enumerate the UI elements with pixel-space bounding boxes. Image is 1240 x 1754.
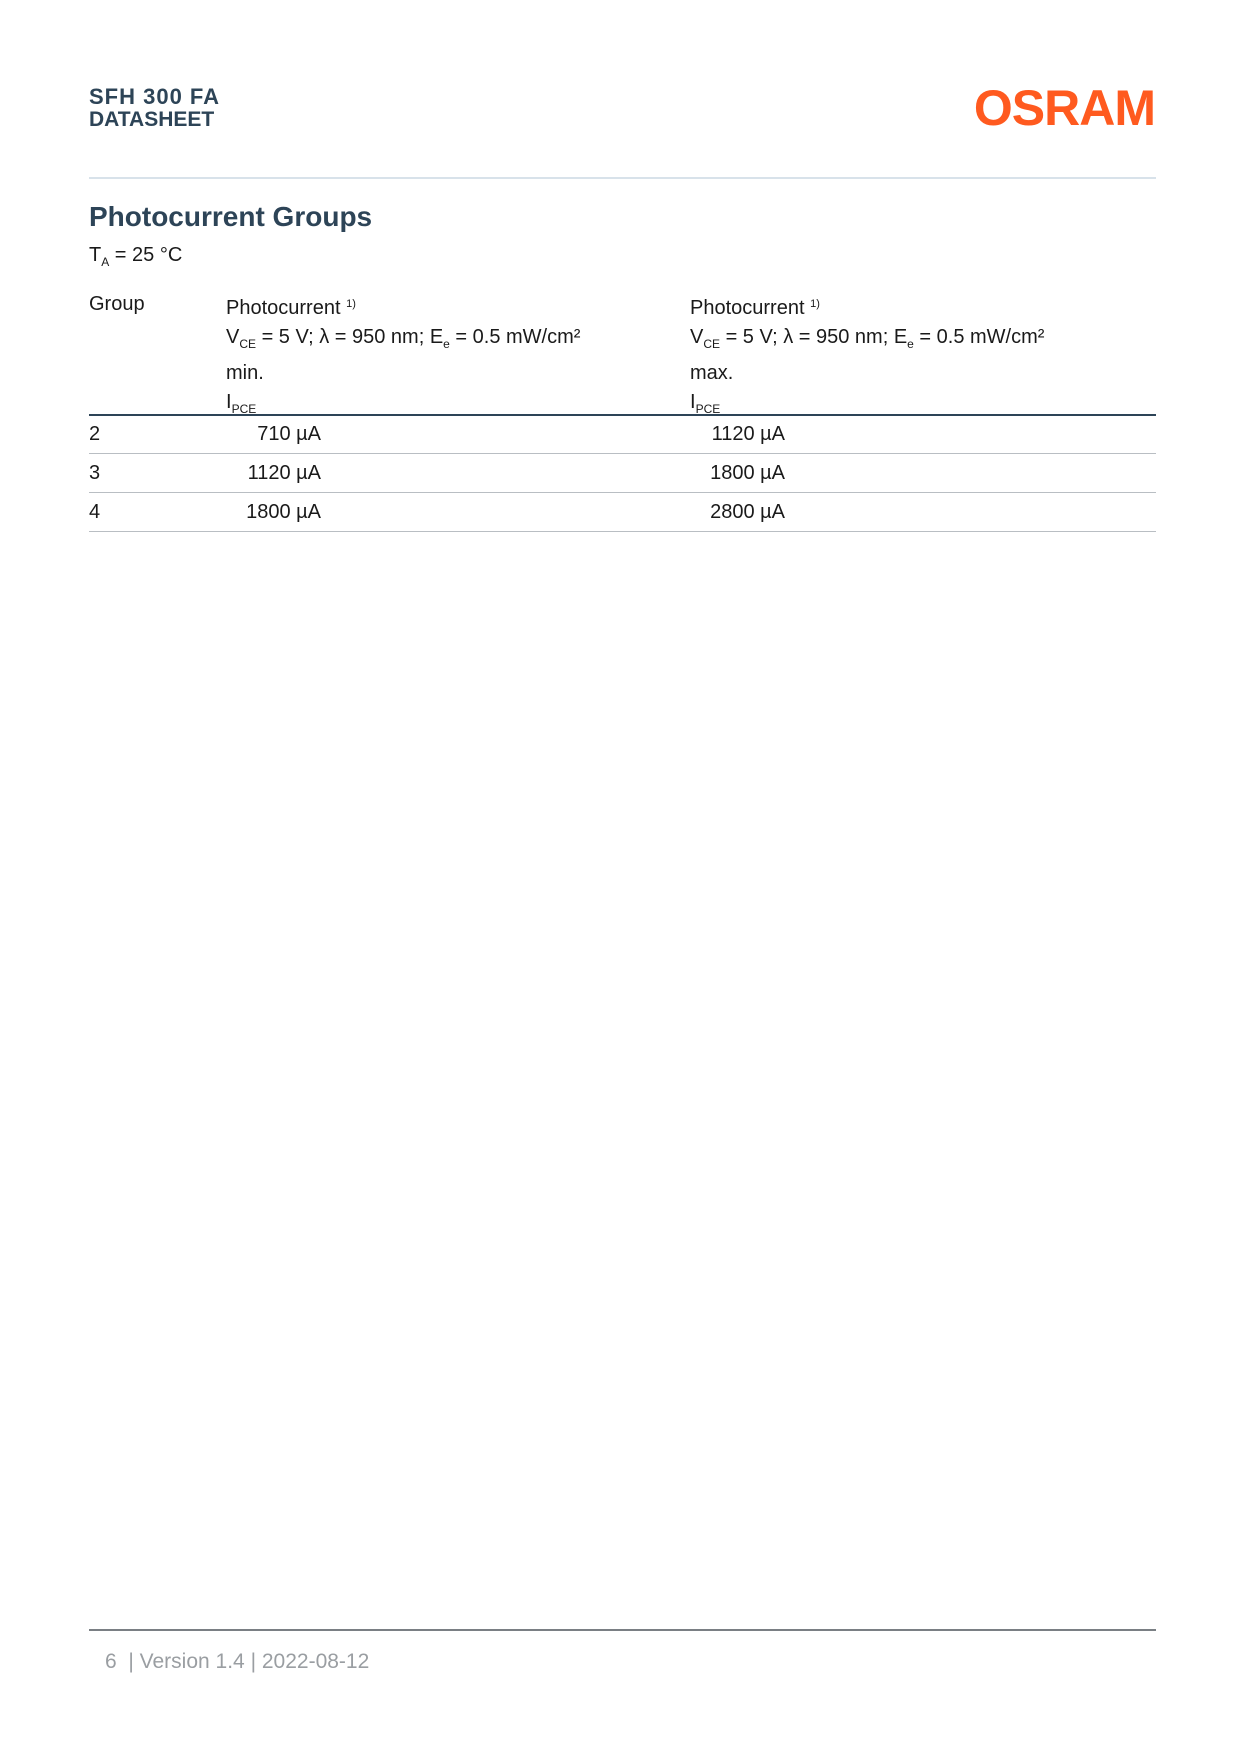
row-divider <box>89 492 1156 493</box>
condition-value: = 25 °C <box>109 244 183 266</box>
table-row-max: 1120 µA <box>711 423 785 445</box>
product-name: SFH 300 FA <box>89 84 221 109</box>
max-column-limit: max. <box>690 362 734 384</box>
version-label: Version 1.4 <box>139 1650 245 1673</box>
table-row-min: 1800 µA <box>246 501 321 523</box>
footer: 6 | Version 1.4 | 2022-08-12 <box>105 1650 370 1673</box>
max-column-title: Photocurrent $^{1)}$ <box>690 297 820 319</box>
condition-subscript: A <box>101 255 110 269</box>
footnote-ref: 1) <box>810 298 820 310</box>
footnote-ref: 1) <box>346 298 356 310</box>
table-row-min: 710 µA <box>257 423 321 445</box>
osram-logo: OSRAM <box>973 80 1155 136</box>
min-column-limit: min. <box>226 362 264 384</box>
table-row-max: 2800 µA <box>710 501 785 523</box>
table-header-min <box>226 290 580 424</box>
table-row-group: 2 <box>89 423 101 445</box>
header-divider <box>89 177 1156 179</box>
table-row-group: 3 <box>89 462 101 484</box>
page-number: 6 <box>105 1650 117 1673</box>
condition-symbol: T <box>89 244 102 266</box>
temperature-condition <box>89 242 182 275</box>
table-header-group <box>89 290 145 319</box>
min-column-symbol: $I_{PCE}$ <box>226 391 257 416</box>
table-header-max <box>690 290 1044 424</box>
document-date: 2022-08-12 <box>261 1650 370 1673</box>
table-header-divider <box>89 414 1156 416</box>
group-column-label: Group <box>89 293 145 315</box>
document-type: DATASHEET <box>89 108 215 131</box>
row-divider <box>89 453 1156 454</box>
min-column-conditions: $V_{CE} = 5$ V; λ = 950 nm; $E_e = 0.5$ mW/cm² <box>226 326 581 351</box>
section-title: Photocurrent Groups <box>89 201 373 232</box>
max-column-conditions: $V_{CE} = 5$ V; λ = 950 nm; $E_e = 0.5$ mW/cm² <box>690 326 1045 351</box>
max-column-symbol: $I_{PCE}$ <box>690 391 721 416</box>
row-divider <box>89 531 1156 532</box>
table-row-max: 1800 µA <box>710 462 785 484</box>
table-row-group: 4 <box>89 501 101 523</box>
min-column-title: Photocurrent $^{1)}$ <box>226 297 356 319</box>
table-row-min: 1120 µA <box>247 462 321 484</box>
footer-divider <box>89 1629 1156 1631</box>
